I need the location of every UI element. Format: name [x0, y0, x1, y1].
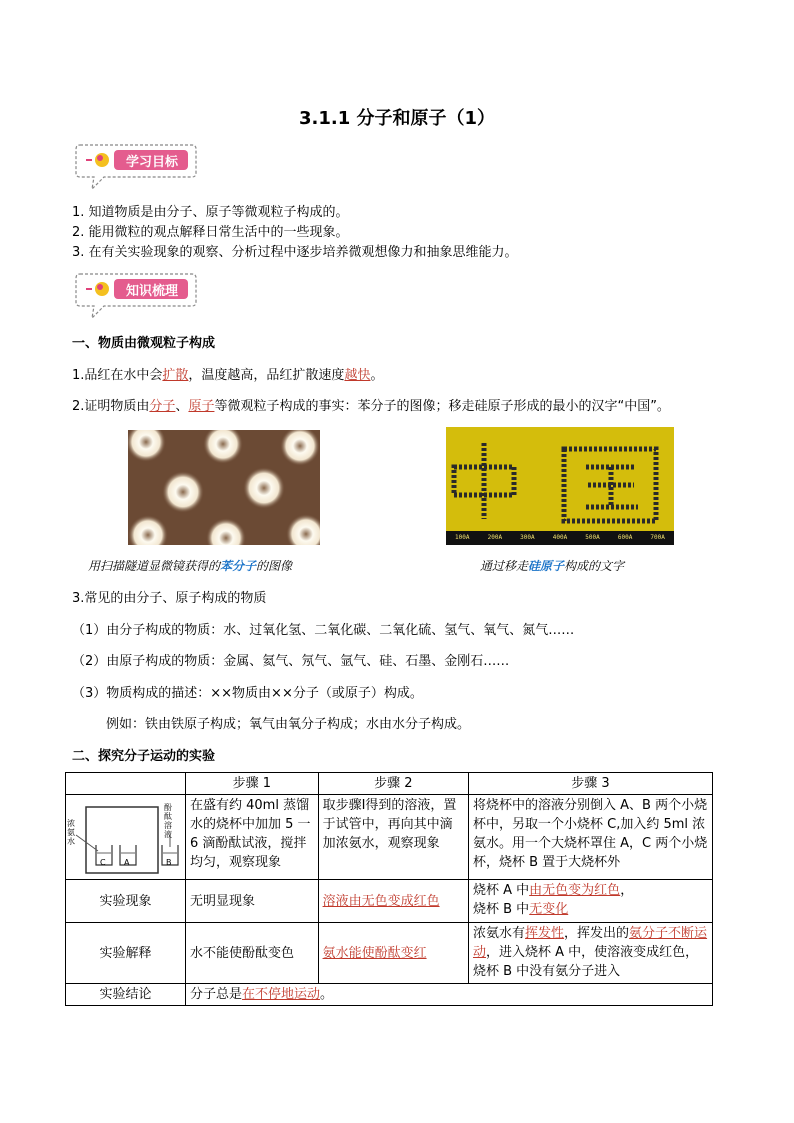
- silicon-atoms-image: [446, 427, 674, 545]
- paragraph-3-4: 例如：铁由铁原子构成；氧气由氧分子构成；水由水分子构成。: [106, 717, 471, 732]
- row-label: 实验现象: [66, 880, 186, 923]
- scale-bar: 100A 200A 300A 400A 500A 600A 700A: [455, 534, 665, 541]
- paragraph-1: 1.品红在水中会扩散，温度越高，品红扩散速度越快。: [72, 368, 384, 383]
- step-2-cell: 取步骤Ⅰ得到的溶液，置于试管中，再向其中滴加浓氨水，观察现象: [318, 795, 468, 880]
- paragraph-3: 3.常见的由分子、原子构成的物质: [72, 591, 267, 606]
- silicon-caption: 通过移走硅原子构成的文字: [480, 559, 625, 573]
- ammonia-label: 浓氨水: [67, 819, 75, 846]
- badge-label: 知识梳理: [125, 284, 178, 299]
- section-heading: 二、探究分子运动的实验: [72, 749, 216, 764]
- section-heading: 一、物质由微观粒子构成: [72, 336, 216, 351]
- row-label: 实验解释: [66, 923, 186, 984]
- step-1-cell: 在盛有约 40ml 蒸馏水的烧杯中加加 5 一 6 滴酚酞试液，搅拌均匀，观察现象: [186, 795, 319, 880]
- paragraph-3-2: （2）由原子构成的物质：金属、氦气、氖气、氩气、硅、石墨、金刚石……: [72, 654, 510, 669]
- beaker-b-label: B: [166, 858, 172, 867]
- benzene-caption: 用扫描隧道显微镜获得的苯分子的图像: [88, 559, 293, 573]
- header-step-3: 步骤 3: [469, 773, 713, 795]
- paragraph-3-1: （1）由分子构成的物质：水、过氧化氢、二氧化碳、二氧化硫、氢气、氧气、氮气……: [72, 623, 575, 638]
- table-row-phenomenon: 实验现象 无明显现象 溶液由无色变成红色 烧杯 A 中由无色变为红色， 烧杯 B 中无变化: [66, 880, 713, 923]
- beaker-a-label: A: [124, 858, 130, 867]
- paragraph-2: 2.证明物质由分子、原子等微观粒子构成的事实：苯分子的图像；移走硅原子形成的最小的汉字“中国”。: [72, 399, 670, 414]
- table-row-conclusion: 实验结论 分子总是在不停地运动。: [66, 984, 713, 1006]
- table-row-explanation: 实验解释 水不能使酚酞变色 氨水能使酚酞变红 浓氨水有挥发性，挥发出的氨分子不断运动，进入烧杯 A 中，使溶液变成红色，烧杯 B 中没有氨分子进入: [66, 923, 713, 984]
- benzene-molecule-image: [128, 430, 320, 545]
- learning-goals-badge: [74, 141, 198, 179]
- apparatus-diagram: [66, 795, 185, 879]
- badge-label: 学习目标: [125, 155, 178, 170]
- knowledge-badge: [74, 270, 198, 308]
- goal-item-3: 3. 在有关实验现象的观察、分析过程中逐步培养微观想像力和抽象思维能力。: [72, 245, 518, 260]
- table-row-steps: [66, 795, 713, 880]
- apparatus-cell: [66, 795, 186, 880]
- goal-item-2: 2. 能用微粒的观点解释日常生活中的一些现象。: [72, 225, 349, 240]
- silicon-characters-picture: [446, 427, 674, 545]
- row-label: 实验结论: [66, 984, 186, 1006]
- experiment-table: [65, 772, 713, 1006]
- header-step-1: 步骤 1: [186, 773, 319, 795]
- paragraph-3-3: （3）物质构成的描述：××物质由××分子（或原子）构成。: [72, 686, 423, 701]
- page-title: 3.1.1 分子和原子（1）: [298, 108, 496, 129]
- step-3-cell: 将烧杯中的溶液分别倒入 A、B 两个小烧杯中，另取一个小烧杯 C,加入约 5ml 浓氨水。用一个大烧杯罩住 A，C 两个小烧杯，烧杯 B 置于大烧杯外: [469, 795, 713, 880]
- beaker-c-label: C: [100, 858, 106, 867]
- table-header-row: [66, 773, 713, 795]
- benzene-stm-picture: [128, 430, 320, 545]
- goal-item-1: 1. 知道物质是由分子、原子等微观粒子构成的。: [72, 205, 349, 220]
- header-step-2: 步骤 2: [318, 773, 468, 795]
- phenolphthalein-label: 酚酞溶液: [164, 803, 172, 839]
